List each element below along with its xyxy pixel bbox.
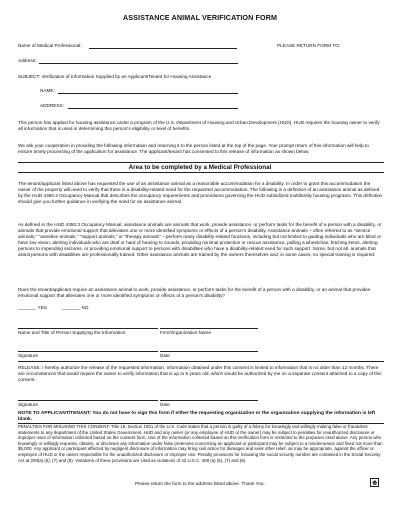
applicant-address-label: ADDRESS: [40, 103, 64, 108]
firm-name-label: Firm/Organization Name [160, 330, 212, 335]
intro-paragraph-1: This person has applied for housing assistance under a program of the U.S. Department of Housing and Urban Development (HUD). HUD requires the housing owner to verify all information that is used in determining this person's eligibility or level of benefits. [18, 120, 380, 132]
tenant-signature-label: Signature [18, 402, 39, 407]
section-divider-bottom [18, 172, 384, 173]
date-label: Date [160, 353, 170, 358]
applicant-name-label: NAME: [40, 88, 55, 93]
yes-option[interactable]: _______ YES [18, 305, 47, 310]
professional-name-field[interactable] [89, 48, 237, 49]
address-label: Address: [18, 58, 37, 63]
requirement-question: Does the tenant/applicant require an assistance animal to work, provide assistance, or perform tasks for the benefit of a person with a disability, or an animal that provides emotional support that alleviates one or more identified symptoms or effects of a person's disability? [18, 287, 371, 299]
tenant-date-label: Date [160, 402, 170, 407]
supplier-name-field[interactable] [18, 328, 158, 329]
professional-name-label: Name of Medical Professional: [18, 43, 82, 48]
signature-label: Signature [18, 353, 39, 358]
signature-field[interactable] [18, 351, 158, 352]
supplier-name-label: Name and Title of Person Supplying the Information [18, 330, 126, 335]
form-title: ASSISTANCE ANIMAL VERIFICATION FORM [122, 13, 278, 22]
release-divider [18, 361, 384, 362]
section-title: Area to be completed by a Medical Professional [128, 164, 272, 171]
firm-name-field[interactable] [160, 328, 258, 329]
subject-line: SUBJECT: Verification of Information Supplied by an Applicant/Tenant for Housing Assistance [18, 74, 212, 79]
tenant-signature-field[interactable] [18, 400, 158, 401]
definition-paragraph: The tenant/applicant listed above has requested the use of an assistance animal as a reasonable accommodation for a disability. In order to grant this accommodation the owner of the property will need to verify that there is a disability-related need for the requested accommodation. The following is a definition of an assistance animal as defined by the HUD 4350.3 Occupancy Manual that describes the occupancy requirements and procedures governing the HUD subsidized multifamily housing programs. This definition should give you further guidance in verifying the need for an assistance animal. [18, 181, 383, 205]
tenant-date-field[interactable] [160, 400, 258, 401]
section-divider-top [18, 162, 384, 163]
return-form-label: PLEASE RETURN FORM TO: [277, 43, 341, 48]
applicant-address-field[interactable] [68, 108, 238, 109]
intro-paragraph-2: We ask your cooperation in providing the following information and returning it to the person listed at the top of the page. Your prompt return of this information will help to ensure timely processing of the application for assistance. The applicant/tenant has consented to this release of information as shown below. [18, 143, 369, 155]
footer-thank-you: Please return the form to the address listed above. Thank You. [135, 481, 265, 486]
assistance-animal-paragraph: As defined in the HUD 4350.3 Occupancy Manual, assistance animals are animals that work, provide assistance, or perform tasks for the benefit of a person with a disability, or animals that provide emotional support that alleviates one or more identified symptoms or effects of a person's disability. Assistance animals – often referred to as "service animals," "assistive animals," "support animals," or "therapy animals" – perform many disability-related functions, including but not limited to guiding individuals who are blind or have low vision, alerting individuals who are deaf or hard of hearing to sounds, providing minimal protection or rescue assistance, pulling a wheelchair, fetching items, alerting persons to impending seizures, or providing emotional support to persons with disabilities who have a disability-related need for such support. Some, but not all, animals that assist persons with disabilities are professionally trained. Other assistance animals are trained by the owners themselves and, in some cases, no special training is required. [18, 222, 382, 258]
date-field[interactable] [160, 351, 258, 352]
address-field[interactable] [39, 63, 238, 64]
equal-housing-icon [370, 478, 379, 487]
applicant-name-field[interactable] [58, 93, 238, 94]
release-paragraph: RELEASE: I hereby authorize the release of the requested information. Information obtained under this consent is limited to information that is no older than 12 months. There are circumstances that would require the owner to verify information that is up to 5 years old, which would be authorized by me on a separate consent attached to a copy of this consent. [18, 365, 382, 383]
applicant-note: NOTE TO APPLICANT/TENANT: You do not have to sign this form if either the requesting organization or the organization supplying the information is left blank. [18, 411, 376, 423]
penalties-paragraph: PENALTIES FOR MISUSING THIS CONSENT: Title 18, Section 1001 of the U.S. Code states that a person is guilty of a felony for knowingly and willingly making false or fraudulent statements to any department of the United States Government. HUD and any owner (or any employee of HUD or the owner) may be subject to penalties for unauthorized disclosure or improper uses of information collected based on the consent form. Use of the information collected based on this verification form is restricted to the purposes cited above. Any person who knowingly or willingly requests, obtains, or discloses any information under false pretenses concerning an applicant or participant may be subject to a misdemeanor and fined not more than $5,000. Any applicant or participant affected by negligent disclosure of information may bring civil action for damages and seek other relief, as may be appropriate, against the officer or employee of HUD or the owner responsible for the unauthorized disclosure or improper use. Penalty provisions for misusing the social security number are contained in the Social Security Act at 208(a) (6), (7) and (8). Violations of these provisions are cited as violations of 42 U.S.C. 408 (a) (6), (7) and (8). [18, 424, 383, 463]
no-option[interactable]: _______ NO [62, 305, 89, 310]
